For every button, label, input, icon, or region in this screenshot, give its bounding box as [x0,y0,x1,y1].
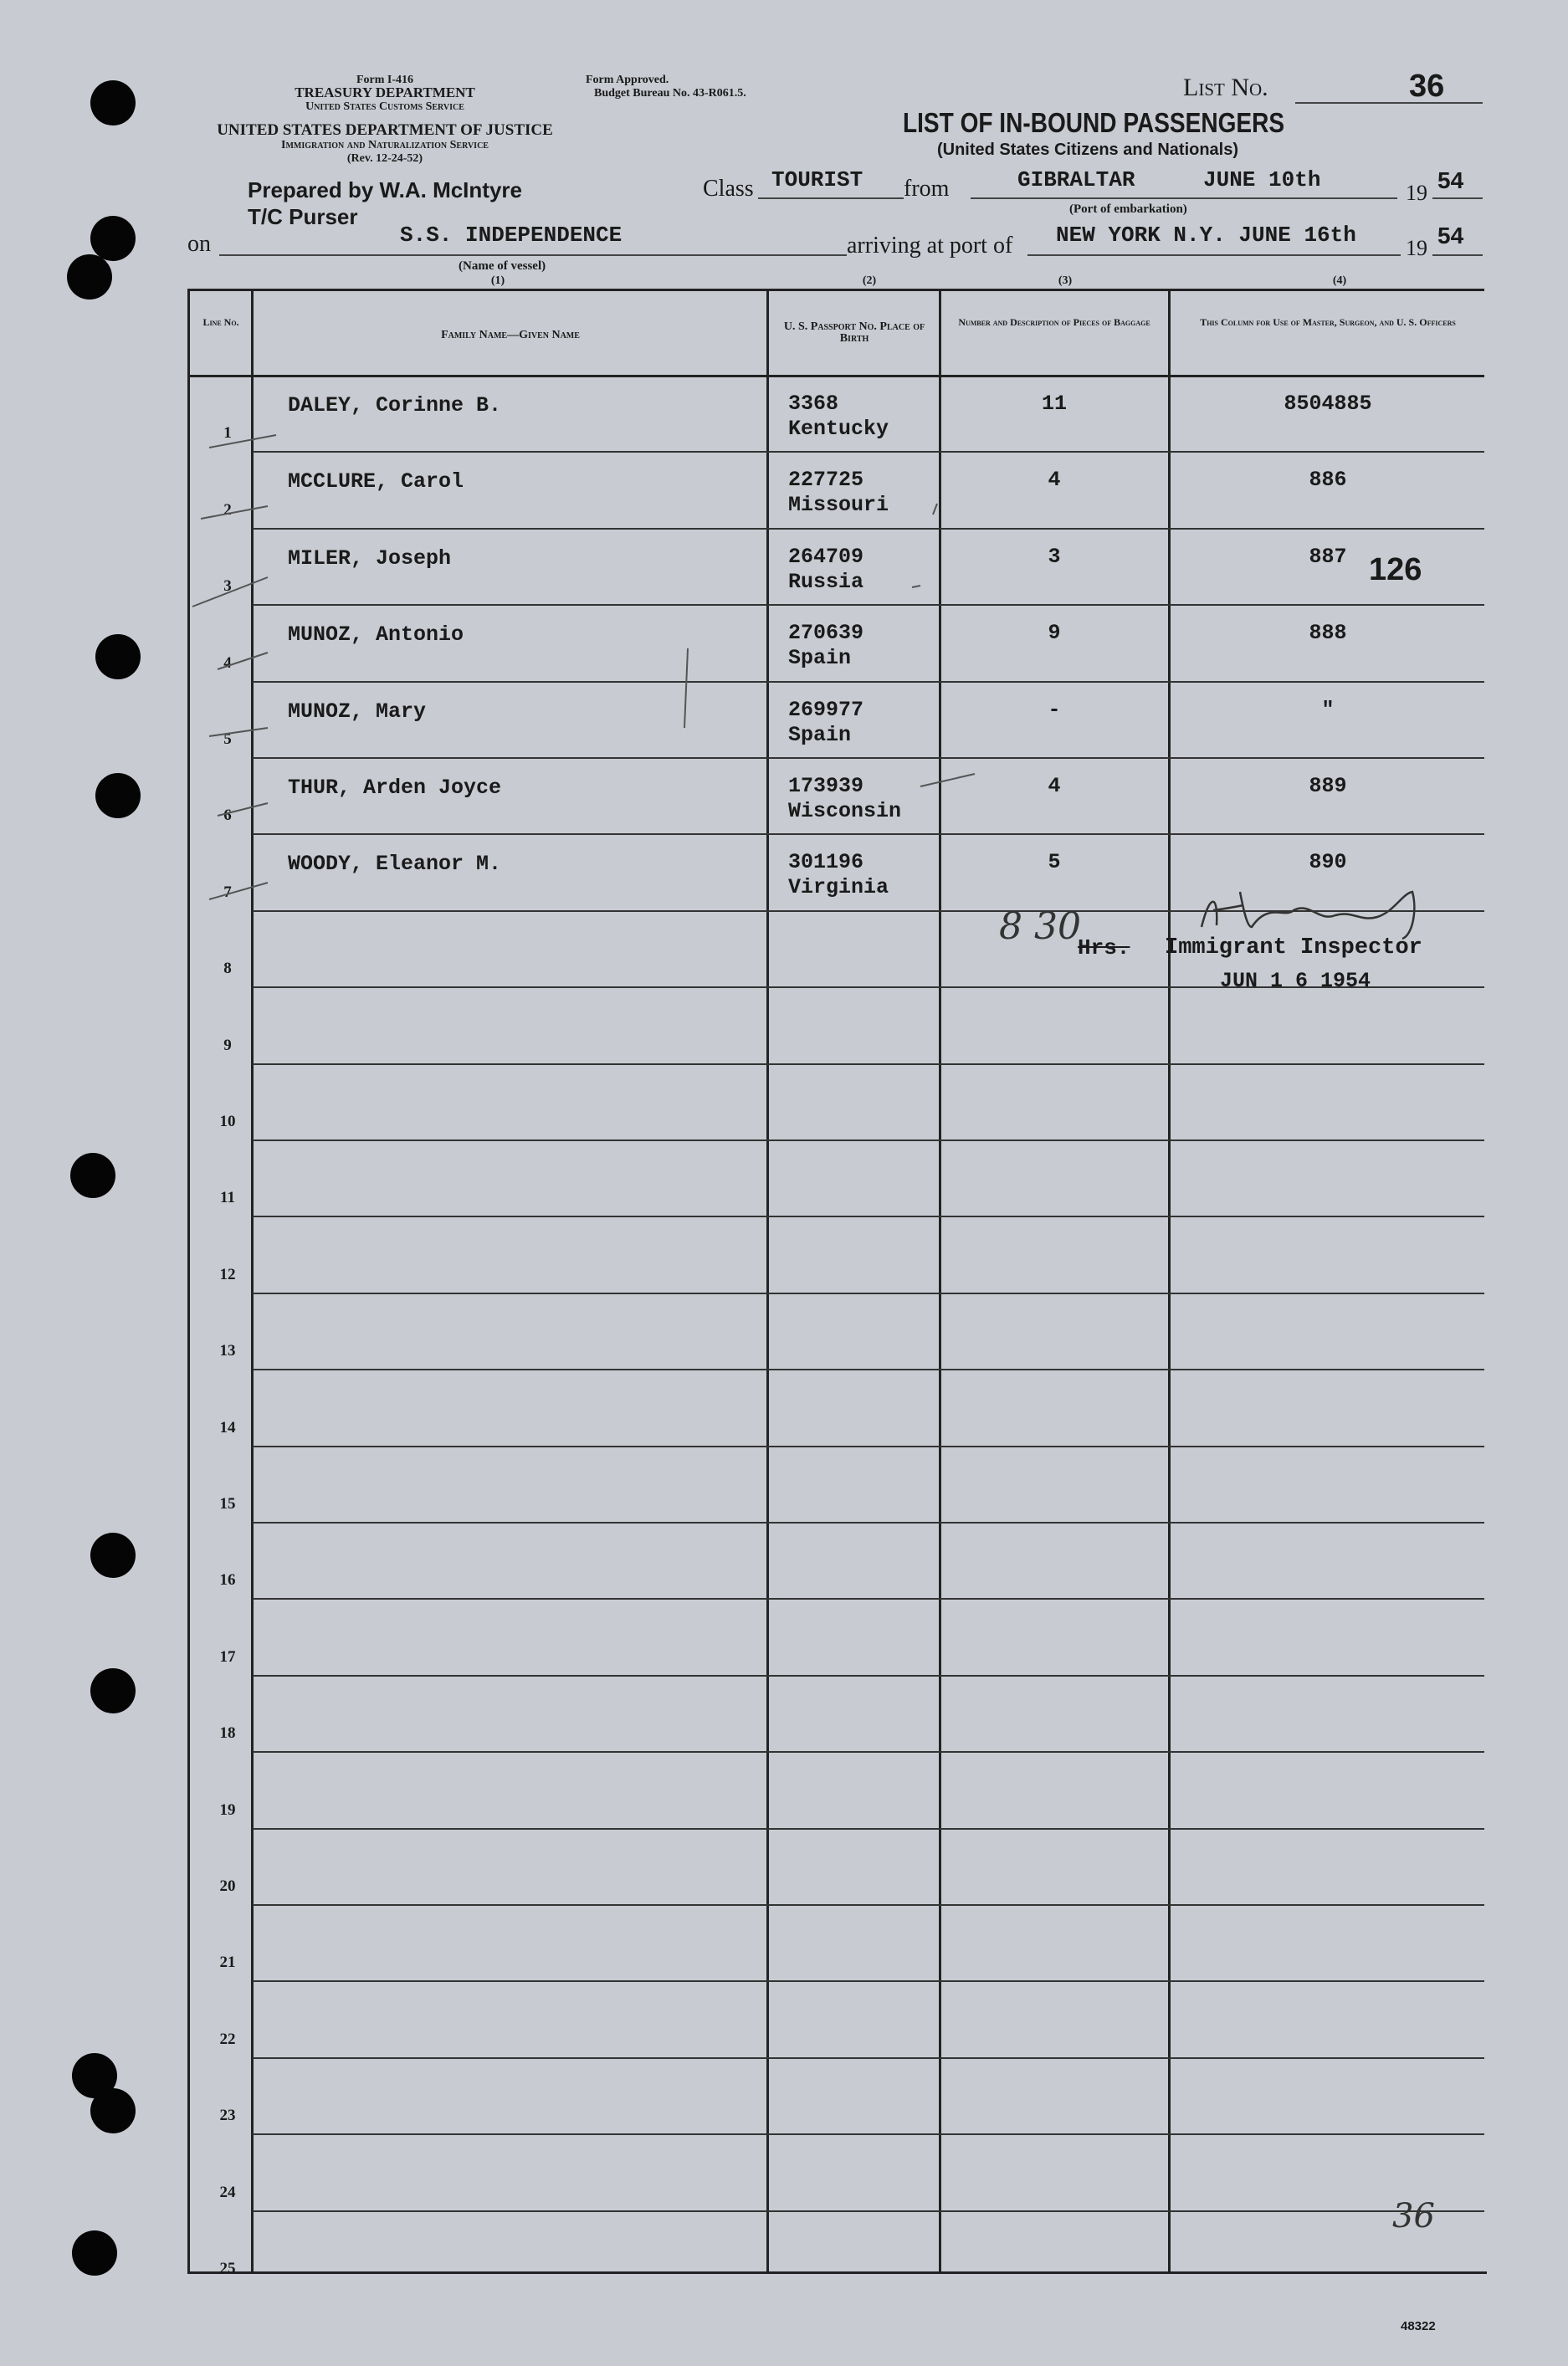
class-underline [758,197,904,199]
line-number: 13 [219,1342,236,1360]
row-divider [253,1139,1484,1141]
list-no-underline [1295,102,1483,104]
officer-number: 888 [1309,621,1347,646]
year-underline [1432,197,1483,199]
punch-hole [70,1153,115,1198]
inspector-date: JUN 1 6 1954 [1220,969,1371,993]
baggage-count: 11 [1041,392,1067,416]
pencil-marks [176,402,979,937]
row-divider [253,1675,1484,1677]
passport-number: 269977 [788,697,864,722]
col-header-name: Family Name—Given Name [441,329,580,341]
line-number: 11 [220,1189,235,1207]
ins-service: Immigration and Naturalization Service [281,139,489,151]
officer-number: 890 [1309,850,1347,875]
row-divider [253,1598,1484,1600]
row-divider [253,1446,1484,1447]
place-of-birth: Kentucky [788,417,889,441]
inspector-label: Immigrant Inspector [1165,935,1422,960]
officer-number: 8504885 [1284,392,1372,416]
line-number: 9 [223,1036,232,1054]
row-divider [253,1063,1484,1065]
baggage-count: - [1048,697,1061,722]
passenger-name: THUR, Arden Joyce [288,776,502,800]
row-divider [253,2210,1484,2212]
from-date: JUNE 10th [1203,167,1321,192]
punch-hole [95,634,141,679]
punch-hole [90,1668,136,1713]
line-number: 3 [223,577,232,596]
arrival-port: NEW YORK N.Y. JUNE 16th [1056,223,1356,248]
place-of-birth: Virginia [788,875,889,900]
revision: (Rev. 12-24-52) [346,152,423,165]
inspector-signature [1193,885,1444,944]
col2-number: (2) [862,274,877,287]
year-prefix: 19 [1406,181,1427,205]
passenger-name: MUNOZ, Mary [288,699,427,724]
line-number: 6 [223,807,232,825]
row-divider [253,2133,1484,2135]
col4-number: (4) [1332,274,1347,287]
inspector-struck: Hrs. [1078,935,1130,960]
place-of-birth: Spain [788,722,852,747]
purser: T/C Purser [248,204,358,229]
year2-prefix: 19 [1406,236,1427,260]
baggage-count: 4 [1048,774,1061,798]
on-label: on [187,231,211,257]
row-divider [253,1522,1484,1524]
passport-number: 3368 [788,392,839,416]
passport-number: 301196 [788,850,864,875]
arriving-label: arriving at port of [847,233,1013,259]
line-number: 23 [219,2107,236,2125]
row-divider [253,1751,1484,1753]
col-header-officers: This Column for Use of Master, Surgeon, and U. S. Officers [1200,316,1456,328]
year-suffix: 54 [1437,167,1464,193]
line-number: 8 [223,960,232,978]
class-label: Class [703,176,754,202]
line-number: 14 [219,1418,236,1436]
stamp-126: 126 [1369,552,1422,587]
row-divider [253,1904,1484,1906]
department-of-justice: UNITED STATES DEPARTMENT OF JUSTICE [217,121,553,139]
baggage-count: 9 [1048,621,1061,646]
punch-hole [72,2230,117,2276]
baggage-count: 3 [1048,544,1061,569]
inspector-time: 8 30 [999,905,1081,948]
punch-hole [90,216,136,261]
punch-hole [90,1533,136,1578]
document-subtitle: (United States Citizens and Nationals) [936,141,1239,159]
officer-number: 887 [1309,544,1347,569]
line-number: 17 [219,1647,236,1666]
line-number: 18 [219,1724,236,1743]
line-number: 24 [219,2183,236,2201]
line-number: 1 [223,424,232,443]
passport-number: 173939 [788,774,864,798]
passenger-name: WOODY, Eleanor M. [288,852,502,877]
header-row-divider [187,375,1484,377]
line-number: 19 [219,1800,236,1819]
passenger-name: MCCLURE, Carol [288,469,464,494]
passenger-name: MILER, Joseph [288,545,452,571]
line-number: 20 [219,1877,236,1895]
arrival-underline [1027,254,1401,256]
line-number: 7 [223,883,232,901]
form-approved: Form Approved. [586,74,669,86]
col3-number: (3) [1058,274,1073,287]
passenger-name: MUNOZ, Antonio [288,622,464,648]
officer-number: " [1321,697,1335,722]
passport-number: 270639 [788,621,864,646]
officer-number: 886 [1309,468,1347,493]
officer-number: 889 [1309,774,1347,798]
passport-number: 227725 [788,468,864,493]
from-underline [971,197,1397,199]
class-value: TOURIST [771,167,863,192]
prepared-by: Prepared by W.A. McIntyre [248,177,522,202]
from-label: from [904,176,950,202]
line-number: 22 [219,2030,236,2048]
handwritten-36: 36 [1392,2197,1435,2235]
punch-hole [90,2088,136,2133]
baggage-count: 4 [1048,468,1061,493]
column-divider [1168,289,1171,2274]
list-no-value: 36 [1409,69,1445,104]
punch-hole [90,80,136,125]
punch-hole [95,773,141,818]
col-header-passport: U. S. Passport No. Place of Birth [783,320,925,345]
table-top-border [187,289,1484,291]
year2-underline [1432,254,1483,256]
line-number: 12 [219,1265,236,1283]
list-no-label: List No. [1183,74,1268,101]
line-number: 21 [219,1954,236,1972]
baggage-count: 5 [1048,850,1061,875]
passport-number: 264709 [788,544,864,569]
port-embark-label: (Port of embarkation) [1069,202,1187,216]
line-number: 5 [223,730,232,748]
row-divider [253,1980,1484,1982]
line-number: 15 [219,1495,236,1513]
place-of-birth: Russia [788,569,864,594]
row-divider [253,1216,1484,1217]
line-number: 16 [219,1571,236,1590]
passenger-name: DALEY, Corinne B. [288,393,502,417]
year2-suffix: 54 [1437,223,1464,248]
line-number: 4 [223,653,232,672]
line-number: 2 [223,500,232,519]
budget-bureau: Budget Bureau No. 43-R061.5. [594,87,746,100]
place-of-birth: Missouri [788,493,889,518]
customs-service: United States Customs Service [305,100,464,113]
row-divider [253,2057,1484,2059]
line-number: 10 [219,1113,236,1130]
row-divider [253,1293,1484,1294]
line-number: 25 [219,2260,236,2277]
vessel-underline [219,254,847,256]
vessel-name: S.S. INDEPENDENCE [400,223,623,248]
treasury-department: TREASURY DEPARTMENT [295,84,475,100]
vessel-label: (Name of vessel) [459,259,546,273]
place-of-birth: Wisconsin [788,799,902,823]
row-divider [253,1369,1484,1370]
row-divider [253,1828,1484,1830]
from-port: GIBRALTAR [1017,167,1135,192]
col1-number: (1) [490,274,505,287]
document-title: LIST OF IN-BOUND PASSENGERS [903,107,1285,138]
col-header-baggage: Number and Description of Pieces of Baggage [958,316,1150,328]
form-number: Form I-416 [356,74,414,86]
punch-hole [67,254,112,300]
place-of-birth: Spain [788,646,852,671]
footer-number: 48322 [1401,2319,1436,2333]
col-header-line-no: Line No. [202,316,239,328]
